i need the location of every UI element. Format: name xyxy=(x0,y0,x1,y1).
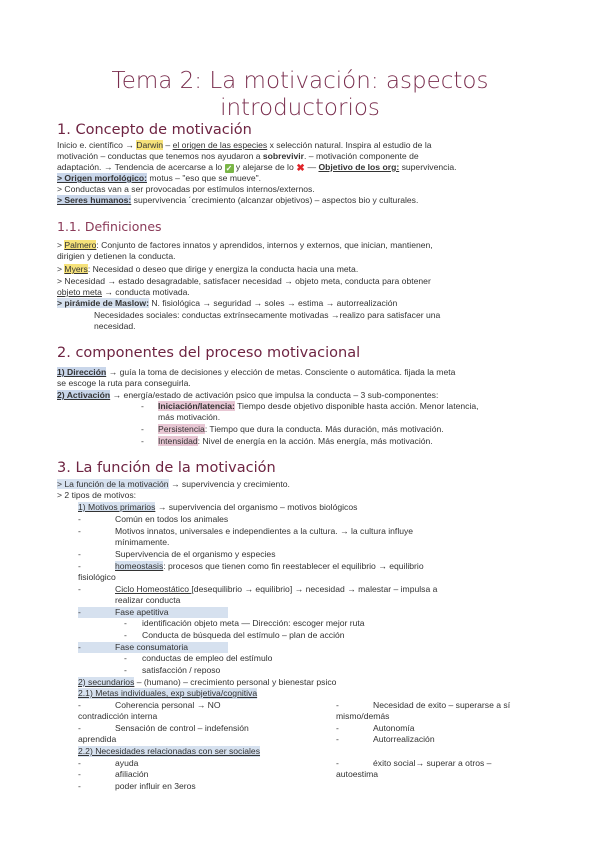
necesidades-sociales-heading: 2.2) Necesidades relacionadas con ser sociales xyxy=(78,746,261,756)
primarios-label: 1) Motivos primarios xyxy=(78,502,156,512)
dash: - xyxy=(78,561,81,571)
seres-humanos-label: > Seres humanos: xyxy=(57,195,132,205)
col2-item-1: Necesidad de exito – superarse a sí xyxy=(373,700,511,710)
dash: - xyxy=(336,700,339,710)
cross-icon: ✖ xyxy=(296,163,305,174)
check-icon: ✓ xyxy=(225,164,233,173)
soc-item-2: afiliación xyxy=(115,769,149,779)
s1-l6: supervivencia ´crecimiento (alcanzar objetivos) – aspectos bio y culturales. xyxy=(131,195,419,205)
persistencia-label: Persistencia xyxy=(158,424,205,434)
intensidad-line xyxy=(158,436,433,447)
maslow-line xyxy=(57,298,397,309)
latencia-label: Iniciación/latencia: xyxy=(158,401,235,411)
origen-morfologico-label: > Origen morfológico: xyxy=(57,173,147,183)
ciclo-line xyxy=(115,584,437,595)
activacion-line xyxy=(57,390,438,401)
direccion-line-2: se escoge la ruta para conseguirla. xyxy=(57,378,191,388)
dash: - xyxy=(124,630,127,640)
s1-line-1 xyxy=(57,140,432,151)
metas-individuales-heading: 2.1) Metas individuales, exp subjetiva/cognitiva xyxy=(78,688,258,698)
s1-l1b: – xyxy=(163,140,173,150)
soc-item-4: éxito social→ superar a otros – xyxy=(373,758,492,768)
ciclo-label: Ciclo Homeostático xyxy=(115,584,192,594)
prim-item-1: Común en todos los animales xyxy=(115,514,229,524)
dash: - xyxy=(78,781,81,791)
persistencia-line xyxy=(158,424,444,435)
tipos-line: > 2 tipos de motivos: xyxy=(57,490,137,500)
objeto-meta: objeto meta xyxy=(57,287,102,297)
activacion-label: 2) Activación xyxy=(57,390,111,400)
direccion-text: → guía la toma de decisiones y elección de metas. Consciente o automática. fijada la meta xyxy=(106,367,456,377)
soc-item-1: ayuda xyxy=(115,758,139,768)
col1-item-1: Coherencia personal → NO xyxy=(115,700,221,710)
myers-prefix: > xyxy=(57,264,65,274)
persistencia-text: : Tiempo que dura la conducta. Más duración, más motivación. xyxy=(204,424,444,434)
homeostasis-text: : procesos que tienen como fin reestablecer el equilibrio → equilibrio xyxy=(163,561,424,571)
dash: - xyxy=(336,734,339,744)
prim-item-3: Supervivencia de el organismo y especies xyxy=(115,549,276,559)
secundarios-line xyxy=(78,677,336,688)
necesidad-line-2 xyxy=(57,287,190,298)
latencia-line xyxy=(158,401,479,412)
latencia-line-2: más motivación. xyxy=(158,412,221,422)
darwin-highlight: Darwin xyxy=(136,140,164,150)
section-1-heading: 1. Concepto de motivación xyxy=(57,122,252,138)
fase-consumatoria-row xyxy=(78,642,228,653)
dash: - xyxy=(78,700,81,710)
s1-l3c: — xyxy=(305,162,319,172)
dash: - xyxy=(78,526,81,536)
myers-label: Myers xyxy=(64,264,88,274)
fa-item-2: Conducta de búsqueda del estímulo – plan de acción xyxy=(142,630,345,640)
sociales-line-2: necesidad. xyxy=(94,321,136,331)
dash: - xyxy=(78,758,81,768)
col1-item-2: Sensación de control – indefensión xyxy=(115,723,249,733)
palmero-prefix: > xyxy=(57,240,65,250)
sociales-line: Necesidades sociales: conductas extrínsecamente motivadas →realizo para satisfacer una xyxy=(94,310,441,320)
primarios-text: → supervivencia del organismo – motivos biológicos xyxy=(155,502,358,512)
page-title-line-1: Tema 2: La motivación: aspectos xyxy=(111,68,489,94)
prim-item-2: Motivos innatos, universales e independientes a la cultura. → la cultura influye xyxy=(115,526,414,536)
col2-item-3: Autorrealización xyxy=(373,734,435,744)
dash: - xyxy=(336,758,339,768)
s1-l4: motus – "eso que se mueve". xyxy=(147,173,262,183)
fc-item-2: satisfacción / reposo xyxy=(142,665,221,675)
objetivo-org: Objetivo de los org: xyxy=(318,162,400,172)
ciclo-line-2: realizar conducta xyxy=(115,595,181,605)
secundarios-text: – (humano) – crecimiento personal y bienestar psico xyxy=(134,677,337,687)
latencia-text: Tiempo desde objetivo disponible hasta acción. Menor latencia, xyxy=(234,401,479,411)
funcion-label: > La función de la motivación xyxy=(57,479,169,489)
palmero-line xyxy=(57,240,433,251)
palmero-text: : Conjunto de factores innatos y aprendidos, internos y externos, que inician, mantienen, xyxy=(96,240,433,250)
dash: - xyxy=(78,584,81,594)
dash: - xyxy=(141,436,144,446)
primarios-line xyxy=(78,502,357,513)
fa-item-1: identificación objeto meta — Dirección: escoger mejor ruta xyxy=(142,618,365,628)
col1-item-1b: contradicción interna xyxy=(78,711,158,721)
col1-item-2b: aprendida xyxy=(78,734,117,744)
dash: - xyxy=(78,549,81,559)
dash: - xyxy=(124,665,127,675)
fase-apetitiva-row xyxy=(78,607,228,618)
dash: - xyxy=(78,723,81,733)
palmero-line-2: dirigien y detienen la conducta. xyxy=(57,251,176,261)
ciclo-text: [desequilibrio → equilibrio] → necesidad → malestar – impulsa a xyxy=(191,584,438,594)
dash: - xyxy=(78,607,81,617)
secundarios-label: 2) secundarios xyxy=(78,677,135,687)
intensidad-text: : Nivel de energía en la acción. Más energía, más motivación. xyxy=(197,436,433,446)
s1-line-2 xyxy=(57,151,419,162)
palmero-label: Palmero xyxy=(64,240,97,250)
s1-line-4 xyxy=(57,173,261,184)
col2-item-2: Autonomía xyxy=(373,723,415,733)
dash: - xyxy=(78,642,81,652)
dash: - xyxy=(141,424,144,434)
dash: - xyxy=(124,618,127,628)
section-2-heading: 2. componentes del proceso motivacional xyxy=(57,345,361,361)
fase-consumatoria: Fase consumatoria xyxy=(115,642,189,652)
dash: - xyxy=(78,769,81,779)
s1-l2b: . – motivación componente de xyxy=(304,151,419,161)
page-title-line-2: introductorios xyxy=(220,95,380,121)
nec2-text: → conducta motivada. xyxy=(101,287,190,297)
dash: - xyxy=(78,514,81,524)
fase-apetitiva: Fase apetitiva xyxy=(115,607,169,617)
maslow-text: N. fisiológica → seguridad → soles → estima → autorrealización xyxy=(148,298,398,308)
homeostasis-line-2: fisiológico xyxy=(78,572,116,582)
s1-l1c: x selección natural. Inspira al estudio de la xyxy=(267,140,432,150)
soc-item-4b: autoestima xyxy=(336,769,379,779)
col2-item-1b: mismo/demás xyxy=(336,711,390,721)
direccion-line xyxy=(57,367,455,378)
s1-line-6 xyxy=(57,195,418,206)
myers-text: : Necesidad o deseo que dirige y energiza la conducta hacia una meta. xyxy=(87,264,359,274)
s1-line-3 xyxy=(57,162,457,173)
direccion-label: 1) Dirección xyxy=(57,367,107,377)
dash: - xyxy=(124,653,127,663)
dash: - xyxy=(141,401,144,411)
intensidad-label: Intensidad xyxy=(158,436,198,446)
prim-item-2b: mínimamente. xyxy=(115,537,170,547)
s1-l1a: Inicio e. científico → xyxy=(57,140,137,150)
homeostasis-label: homeostasis xyxy=(115,561,164,571)
fc-item-1: conductas de empleo del estímulo xyxy=(142,653,273,663)
section-3-heading: 3. La función de la motivación xyxy=(57,460,276,476)
soc-item-3: poder influir en 3eros xyxy=(115,781,196,791)
s1-l3a: adaptación. → Tendencia de acercarse a lo xyxy=(57,162,225,172)
sobrevivir-bold: sobrevivir xyxy=(262,151,304,161)
s1-l3b: y alejarse de lo xyxy=(233,162,297,172)
homeostasis-line xyxy=(115,561,424,572)
dash: - xyxy=(336,723,339,733)
myers-line xyxy=(57,264,358,275)
section-1-1-heading: 1.1. Definiciones xyxy=(57,219,162,234)
necesidad-line: > Necesidad → estado desagradable, satisfacer necesidad → objeto meta, conducta para obtener xyxy=(57,276,431,286)
origen-especies: el origen de las especies xyxy=(172,140,268,150)
s1-line-5: > Conductas van a ser provocadas por estímulos internos/externos. xyxy=(57,184,315,194)
maslow-label: > pirámide de Maslow: xyxy=(57,298,149,308)
activacion-text: → energía/estado de activación psico que impulsa la conducta – 3 sub-componentes: xyxy=(110,390,439,400)
s1-l2a: motivación – conductas que tenemos nos ayudaron a xyxy=(57,151,263,161)
funcion-line xyxy=(57,479,290,490)
funcion-text: → supervivencia y crecimiento. xyxy=(168,479,290,489)
s1-l3d: supervivencia. xyxy=(399,162,457,172)
